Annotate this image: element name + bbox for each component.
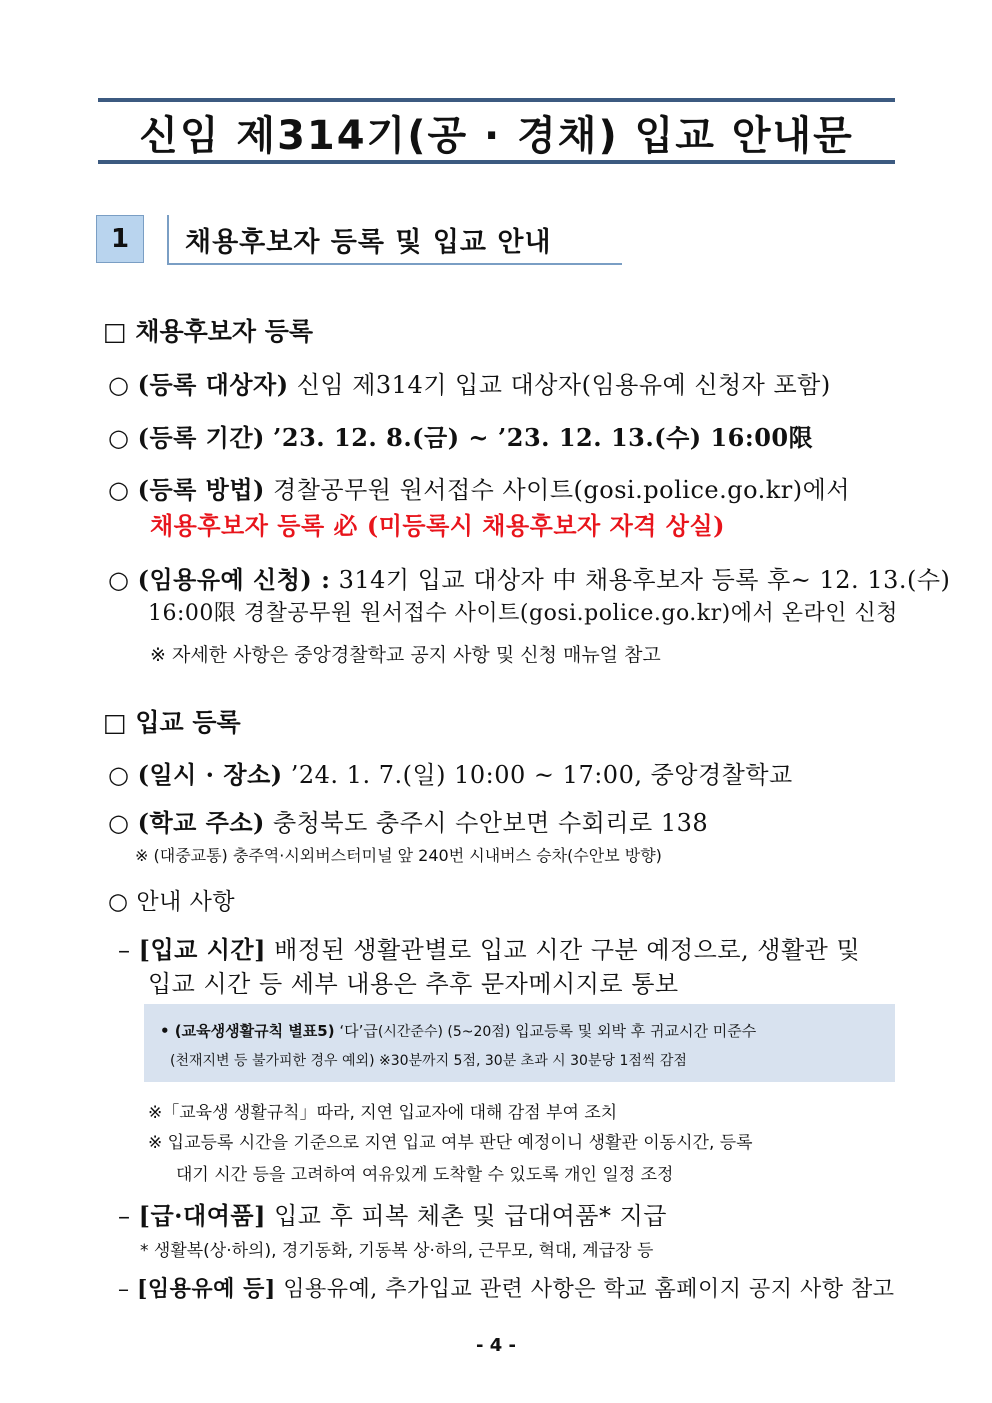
guide-defer [118,1272,895,1303]
method-text: 경찰공무원 원서접수 사이트(gosi.police.go.kr)에서 [273,476,851,504]
bullet-dash: – [118,1277,130,1302]
supply-label: [급·대여품] [138,1201,266,1230]
defer-note: ※ 자세한 사항은 중앙경찰학교 공지 사항 및 신청 매뉴얼 참고 [150,644,661,666]
bullet-circle: ○ [108,809,130,837]
rule-bold: • (교육생생활규칙 별표5) [160,1022,335,1040]
rule-rest: 입교등록 및 외박 후 귀교시간 미준수 [515,1022,757,1040]
target-label: (등록 대상자) [137,370,289,399]
registration-method [108,470,850,505]
page-title: 신임 제314기(공 · 경채) 입교 안내문 [139,113,854,159]
rule-line-2: (천재지변 등 불가피한 경우 예외) ※30분까지 5점, 30분 초과 시 30분당 1점씩 감점 [170,1053,687,1069]
registration-target [108,365,831,400]
registration-defer [108,560,950,595]
bullet-circle: ○ [108,424,130,452]
penalty-note: ※「교육생 생활규칙」따라, 지연 입교자에 대해 감점 부여 조치 [148,1103,618,1123]
arrival-note-1: ※ 입교등록 시간을 기준으로 지연 입교 여부 판단 예정이니 생활관 이동시간, 등록 [148,1133,753,1153]
method-label: (등록 방법) [137,475,265,504]
arrival-note-2: 대기 시간 등을 고려하여 여유있게 도착할 수 있도록 개인 일정 조정 [176,1165,674,1185]
bullet-circle: ○ [108,566,130,594]
defer-text-2: 16:00限 경찰공무원 원서접수 사이트(gosi.police.go.kr)에서 온라인 신청 [148,601,898,626]
supply-note: * 생활복(상·하의), 경기동화, 기동복 상·하의, 근무모, 혁대, 계급장 등 [140,1241,654,1261]
datetime-label: (일시 · 장소) [137,760,283,789]
rule-grade: ‘다’급 [339,1022,378,1040]
entrance-datetime [108,755,793,790]
bullet-circle: ○ [108,371,130,399]
registration-period [108,418,813,453]
defer2-label: [임용유예 등] [137,1276,276,1302]
bullet-dash: – [118,1202,131,1230]
entrance-address [108,803,708,838]
bullet-circle: ○ [108,761,130,789]
transport-note: ※ (대중교통) 충주역·시외버스터미널 앞 240번 시내버스 승차(수안보 방향) [135,846,662,865]
datetime-text: ’24. 1. 7.(일) 10:00 ~ 17:00, 중앙경찰학교 [290,761,793,789]
bullet-circle: ○ [108,476,130,504]
title-rule-bottom [98,160,895,164]
page-number: - 4 - [476,1335,516,1356]
time-text-1: 배정된 생활관별로 입교 시간 구분 예정으로, 생활관 및 [274,936,861,964]
rule-small: (시간준수) (5~20점) [377,1024,511,1040]
target-text: 신임 제314기 입교 대상자(임용유예 신청자 포함) [296,371,831,399]
guide-supply [118,1196,667,1231]
title-rule-top [98,98,895,102]
period-text: ’23. 12. 8.(금) ~ ’23. 12. 13.(수) 16:00限 [273,423,814,452]
address-text: 충청북도 충주시 수안보면 수회리로 138 [273,809,709,837]
defer-label: (임용유예 신청) : [137,565,331,594]
guide-heading: ○ 안내 사항 [108,889,236,915]
section-divider [167,215,169,265]
time-text-2: 입교 시간 등 세부 내용은 추후 문자메시지로 통보 [148,970,679,998]
bullet-dash: – [118,936,131,964]
supply-text: 입교 후 피복 체촌 및 급대여품* 지급 [274,1202,667,1230]
section-number: 1 [96,215,144,263]
section-underline [167,263,622,265]
address-label: (학교 주소) [137,808,265,837]
method-warning: 채용후보자 등록 必 (미등록시 채용후보자 자격 상실) [150,511,726,540]
time-label: [입교 시간] [138,935,266,964]
registration-heading: □ 채용후보자 등록 [103,317,314,346]
rule-callout-box [144,1004,895,1082]
defer2-text: 임용유예, 추가입교 관련 사항은 학교 홈페이지 공지 사항 참고 [283,1277,895,1302]
defer-text-1: 314기 입교 대상자 中 채용후보자 등록 후~ 12. 13.(수) [338,566,951,594]
guide-time [118,930,860,965]
entrance-heading: □ 입교 등록 [103,708,241,737]
section-title: 채용후보자 등록 및 입교 안내 [185,227,552,258]
period-label: (등록 기간) [137,423,265,452]
rule-line-1 [160,1020,756,1041]
